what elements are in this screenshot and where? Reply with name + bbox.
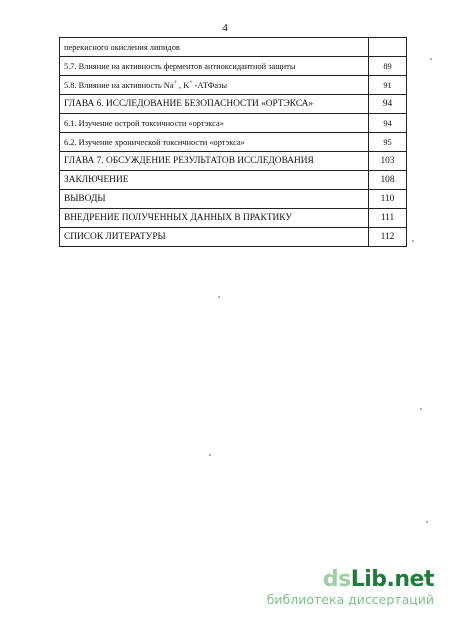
scan-speck xyxy=(420,408,422,410)
scan-speck xyxy=(209,454,211,456)
toc-entry-title: 6.1. Изучение острой токсичности «ортэкса» xyxy=(60,114,369,133)
toc-row xyxy=(60,190,407,209)
toc-row xyxy=(60,57,407,76)
scan-speck xyxy=(218,296,220,298)
toc-entry-title: 6.2. Изучение хронической токсичности «ортэкса» xyxy=(60,133,369,152)
toc-entry-title: перекисного окисления липидов xyxy=(60,38,369,57)
toc-entry-title-end: -АТФазы xyxy=(192,80,228,90)
toc-entry-title: ГЛАВА 6. ИССЛЕДОВАНИЕ БЕЗОПАСНОСТИ «ОРТЭКСА» xyxy=(60,95,369,114)
toc-entry-page: 108 xyxy=(369,171,407,190)
toc-entry-title: ВЫВОДЫ xyxy=(60,190,369,209)
watermark-logo xyxy=(267,568,434,592)
scan-speck xyxy=(412,240,414,242)
dslib-watermark xyxy=(267,568,434,608)
toc-row xyxy=(60,95,407,114)
toc-row xyxy=(60,171,407,190)
toc-entry-page: 112 xyxy=(369,228,407,247)
toc-entry-title-mid: , K xyxy=(176,80,190,90)
toc-entry-title: СПИСОК ЛИТЕРАТУРЫ xyxy=(60,228,369,247)
toc-entry-title-start: 5.8. Влияние на активность Na xyxy=(64,80,174,90)
toc-row xyxy=(60,38,407,57)
watermark-logo-lib: Lib xyxy=(350,567,387,592)
toc-row xyxy=(60,209,407,228)
toc-entry-title: ЗАКЛЮЧЕНИЕ xyxy=(60,171,369,190)
scan-speck xyxy=(426,521,428,523)
toc-row xyxy=(60,228,407,247)
toc-entry-page: 94 xyxy=(369,95,407,114)
toc-entry-title xyxy=(60,76,369,95)
watermark-tagline: библиотека диссертаций xyxy=(266,592,434,607)
toc-entry-page: 94 xyxy=(369,114,407,133)
table-of-contents xyxy=(59,37,407,247)
toc-entry-title: ГЛАВА 7. ОБСУЖДЕНИЕ РЕЗУЛЬТАТОВ ИССЛЕДОВАНИЯ xyxy=(60,152,369,171)
toc-entry-page: 110 xyxy=(369,190,407,209)
superscript-plus: + xyxy=(173,79,177,86)
toc-entry-page: 89 xyxy=(369,57,407,76)
toc-entry-page: 95 xyxy=(369,133,407,152)
toc-row xyxy=(60,133,407,152)
toc-entry-page xyxy=(369,38,407,57)
watermark-logo-ds: ds xyxy=(322,567,351,592)
toc-entry-title: 5.7. Влияние на активность ферментов антиоксидантной защиты xyxy=(60,57,369,76)
page-number: 4 xyxy=(222,22,228,34)
toc-entry-page: 111 xyxy=(369,209,407,228)
watermark-logo-net: .net xyxy=(386,567,434,592)
superscript-plus: + xyxy=(189,79,193,86)
toc-entry-title: ВНЕДРЕНИЕ ПОЛУЧЕННЫХ ДАННЫХ В ПРАКТИКУ xyxy=(60,209,369,228)
toc-row xyxy=(60,152,407,171)
toc-entry-page: 91 xyxy=(369,76,407,95)
toc-row xyxy=(60,114,407,133)
toc-row xyxy=(60,76,407,95)
toc-entry-page: 103 xyxy=(369,152,407,171)
scan-speck xyxy=(430,58,432,60)
